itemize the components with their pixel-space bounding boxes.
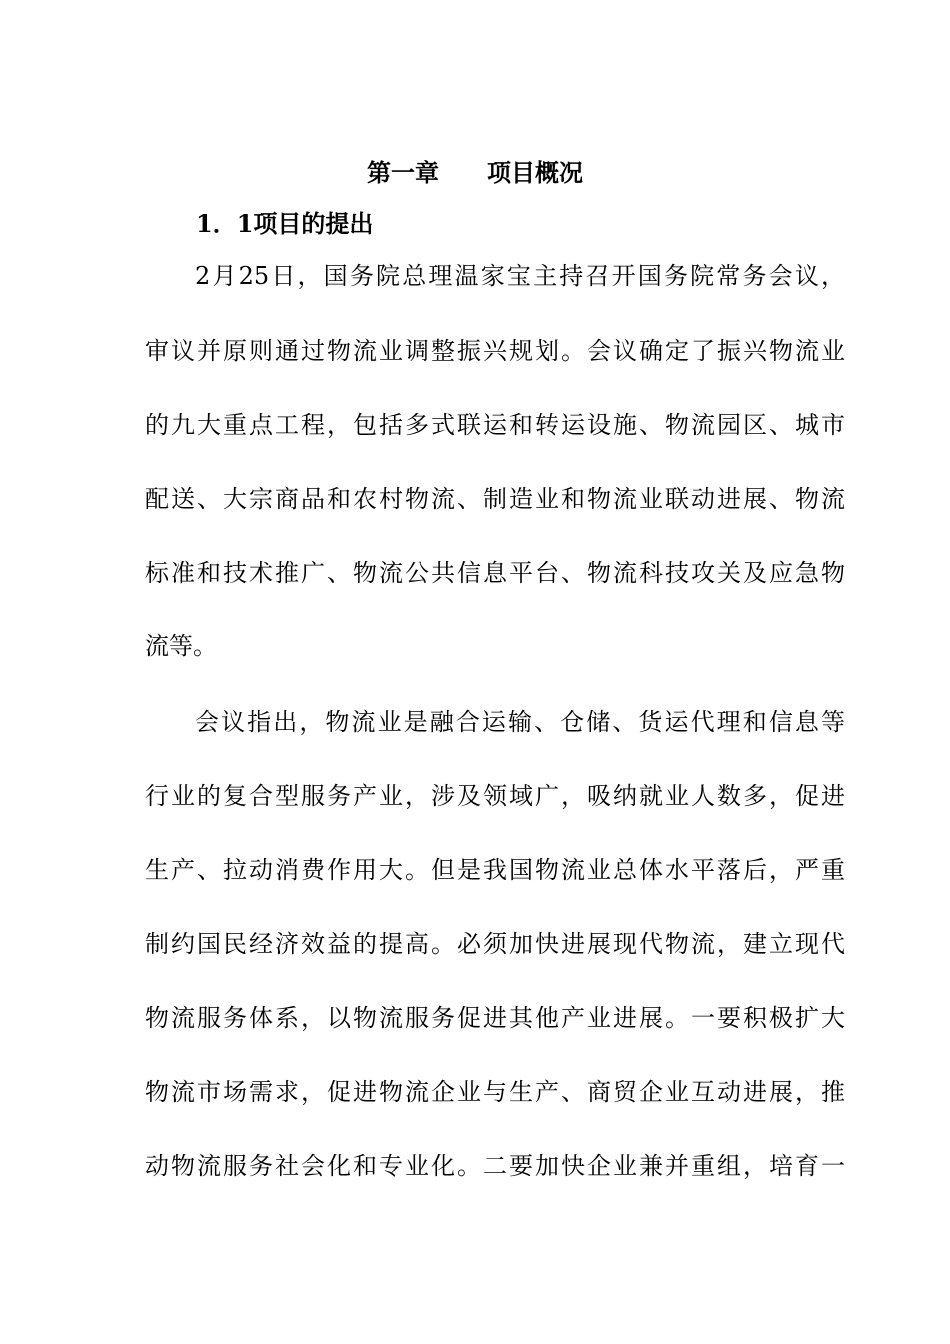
paragraph-line: 2月25日，国务院总理温家宝主持召开国务院常务会议， xyxy=(195,262,845,290)
paragraph-line: 会议指出，物流业是融合运输、仓储、货运代理和信息等 xyxy=(195,708,845,736)
paragraph-line: 物流服务体系，以物流服务促进其他产业进展。一要积极扩大 xyxy=(145,1004,845,1032)
paragraph-line: 流等。 xyxy=(145,632,217,660)
chapter-title: 第一章 项目概况 xyxy=(367,158,583,187)
section-title: 1．1项目的提出 xyxy=(196,209,374,238)
paragraph-line: 标准和技术推广、物流公共信息平台、物流科技攻关及应急物 xyxy=(145,559,845,587)
paragraph-line: 的九大重点工程，包括多式联运和转运设施、物流园区、城市 xyxy=(145,411,845,439)
paragraph-line: 制约国民经济效益的提高。必须加快进展现代物流，建立现代 xyxy=(145,930,845,958)
paragraph-line: 审议并原则通过物流业调整振兴规划。会议确定了振兴物流业 xyxy=(145,337,845,365)
paragraph-line: 行业的复合型服务产业，涉及领域广，吸纳就业人数多，促进 xyxy=(145,782,845,810)
paragraph-line: 生产、拉动消费作用大。但是我国物流业总体水平落后，严重 xyxy=(145,856,845,884)
paragraph-line: 物流市场需求，促进物流企业与生产、商贸企业互动进展，推 xyxy=(145,1078,845,1106)
paragraph-line: 配送、大宗商品和农村物流、制造业和物流业联动进展、物流 xyxy=(145,485,845,513)
paragraph-line: 动物流服务社会化和专业化。二要加快企业兼并重组，培育一 xyxy=(145,1152,845,1180)
